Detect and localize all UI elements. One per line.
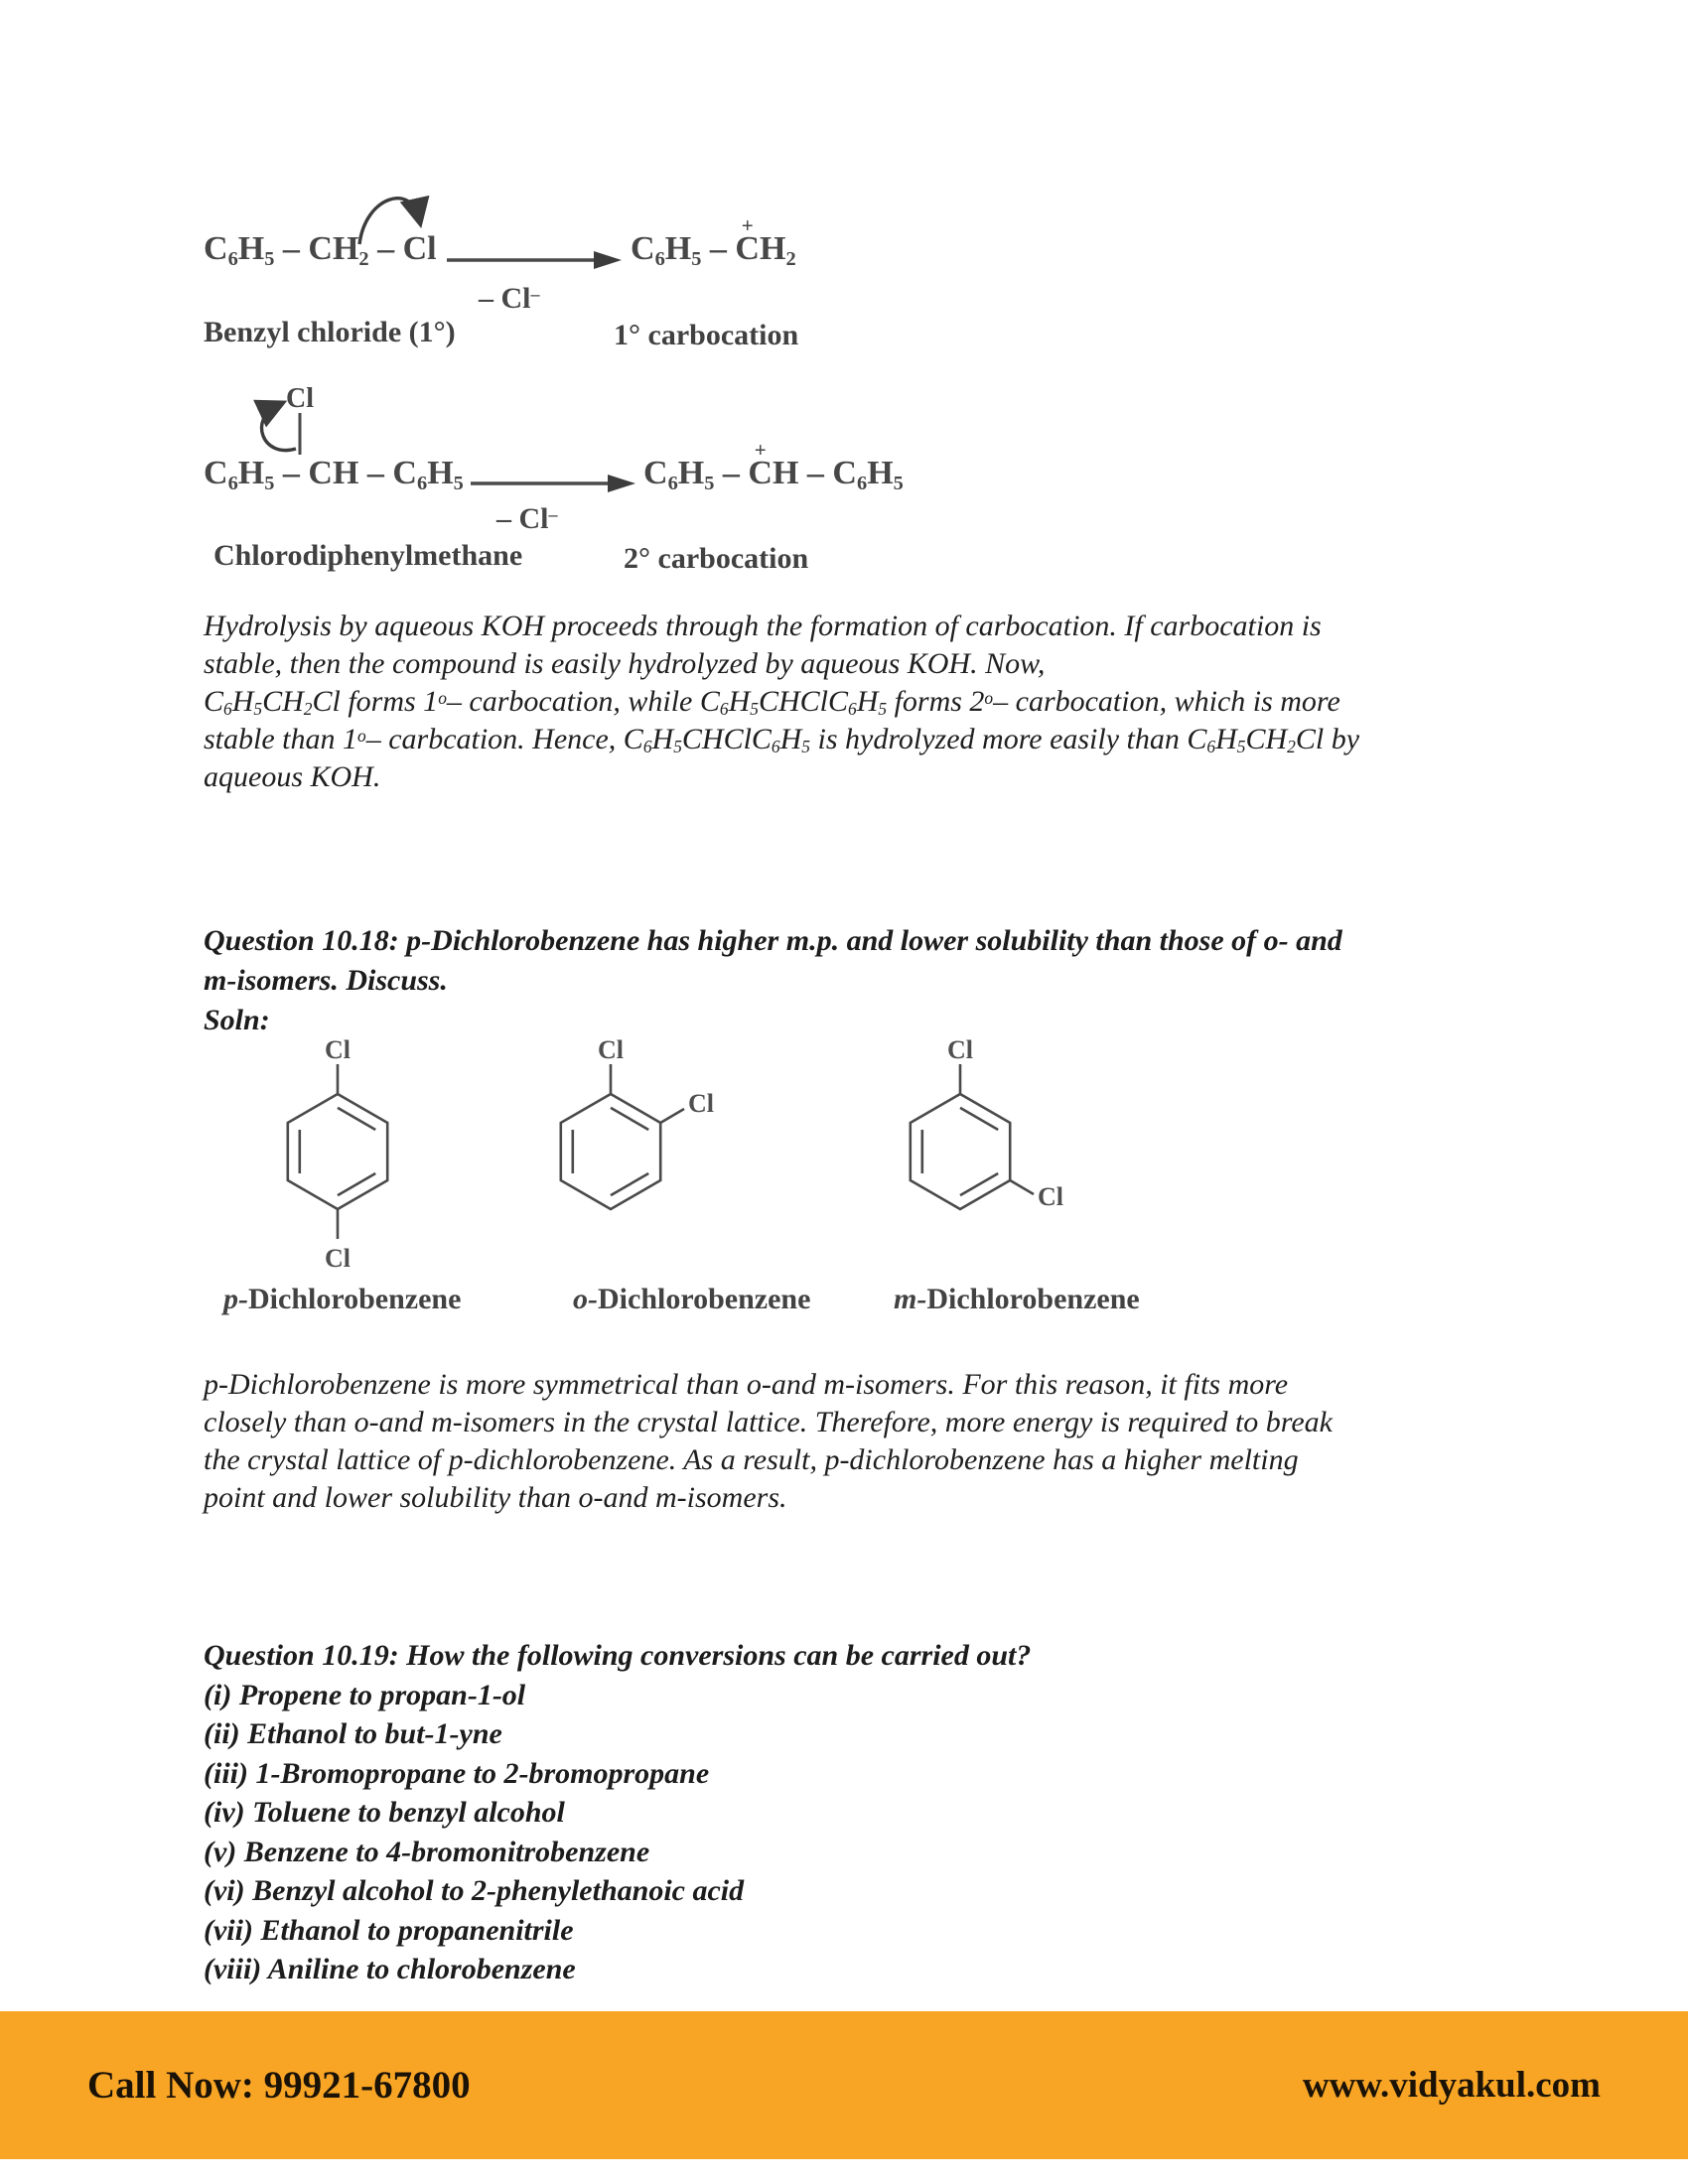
paragraph-line: stable, then the compound is easily hydrolyzed by aqueous KOH. Now, [204,647,1046,680]
reaction-arrow-icon [469,468,637,499]
conversion-item: (ii) Ethanol to but-1-yne [204,1717,502,1750]
paragraph-line: $C_6H_5CH_2Cl$ forms 1$^o$– carbocation, while $C_6H_5CHClC_6H_5$ forms 2$^o$– carbocation, which is more [204,685,1340,720]
cl-atom-label: Cl [688,1089,714,1118]
conversion-item: (iii) 1-Bromopropane to 2-bromopropane [204,1756,710,1790]
soln-label: Soln: [204,1004,270,1036]
structure-o-dichlorobenzene [501,1021,720,1289]
reactant-formula: $C_6H_5$ – CH – $C_6H_5$ [204,455,464,494]
footer-bar [0,2011,1688,2159]
paragraph-line: stable than 1$^o$– carbcation. Hence, $C_6H_5CHClC_6H_5$ is hydrolyzed more easily than $C_6H_5CH_2Cl$ by [204,723,1360,757]
compound-name: Dichlorobenzene [598,1283,811,1315]
question-title: Question 10.19: How the following conversions can be carried out? [204,1639,1032,1672]
isomer-prefix: p- [223,1283,248,1315]
leaving-group-label: Cl [286,383,314,414]
cl-atom-label: Cl [598,1035,624,1064]
compound-name: Dichlorobenzene [248,1283,462,1315]
product-formula: $C_6H_5$ – + CH – $C_6H_5$ [643,437,904,494]
arrow-condition: – Cl– [496,502,558,535]
structure-p-dichlorobenzene [228,1021,447,1289]
compound-name: Dichlorobenzene [926,1283,1140,1315]
structure-label-meta [894,1283,1140,1316]
reactant-label: Chlorodiphenylmethane [213,539,523,572]
product-label: 1° carbocation [614,319,799,351]
isomer-prefix: o- [573,1283,598,1315]
solution-paragraph-1 [204,608,1359,796]
question-line: Question 10.18: p-Dichlorobenzene has higher m.p. and lower solubility than those of o- and [204,924,1342,957]
conversion-item: (vi) Benzyl alcohol to 2-phenylethanoic acid [204,1874,745,1907]
cl-atom-label: Cl [1038,1182,1063,1211]
footer-website: www.vidyakul.com [1302,2065,1601,2106]
product-formula: $C_6H_5$ – + $CH_2$ [631,212,796,270]
reactant-formula: $C_6H_5 - CH_2$ – Cl [204,230,437,270]
conversion-item: (iv) Toluene to benzyl alcohol [204,1796,565,1829]
cl-atom-label: Cl [325,1244,351,1273]
cl-atom-label: Cl [947,1035,973,1064]
arrow-condition: – Cl– [479,282,540,315]
paragraph-line: the crystal lattice of p-dichlorobenzene. As a result, p-dichlorobenzene has a higher melting [204,1443,1299,1476]
question-10-19 [204,1636,1031,1989]
reaction-arrow-icon [445,244,624,276]
paragraph-line: p-Dichlorobenzene is more symmetrical than o-and m-isomers. For this reason, it fits more [204,1368,1289,1401]
question-line: m-isomers. Discuss. [204,964,448,997]
conversion-item: (i) Propene to propan-1-ol [204,1678,526,1711]
conversion-item: (v) Benzene to 4-bromonitrobenzene [204,1835,650,1868]
structure-label-para [223,1283,461,1316]
conversion-item: (viii) Aniline to chlorobenzene [204,1953,576,1985]
isomer-prefix: m- [894,1283,927,1315]
reactant-label: Benzyl chloride (1°) [204,316,456,348]
solution-paragraph-2 [204,1366,1333,1517]
structure-label-ortho [573,1283,810,1316]
paragraph-line: point and lower solubility than o-and m-isomers. [204,1481,787,1514]
footer-phone: Call Now: 99921-67800 [87,2064,471,2107]
paragraph-line: closely than o-and m-isomers in the crystal lattice. Therefore, more energy is required to break [204,1406,1333,1438]
product-label: 2° carbocation [624,542,809,575]
cl-atom-label: Cl [325,1035,351,1064]
paragraph-line: aqueous KOH. [204,760,381,793]
structure-m-dichlorobenzene [851,1021,1069,1289]
paragraph-line: Hydrolysis by aqueous KOH proceeds through the formation of carbocation. If carbocation is [204,610,1322,642]
conversion-item: (vii) Ethanol to propanenitrile [204,1913,574,1947]
